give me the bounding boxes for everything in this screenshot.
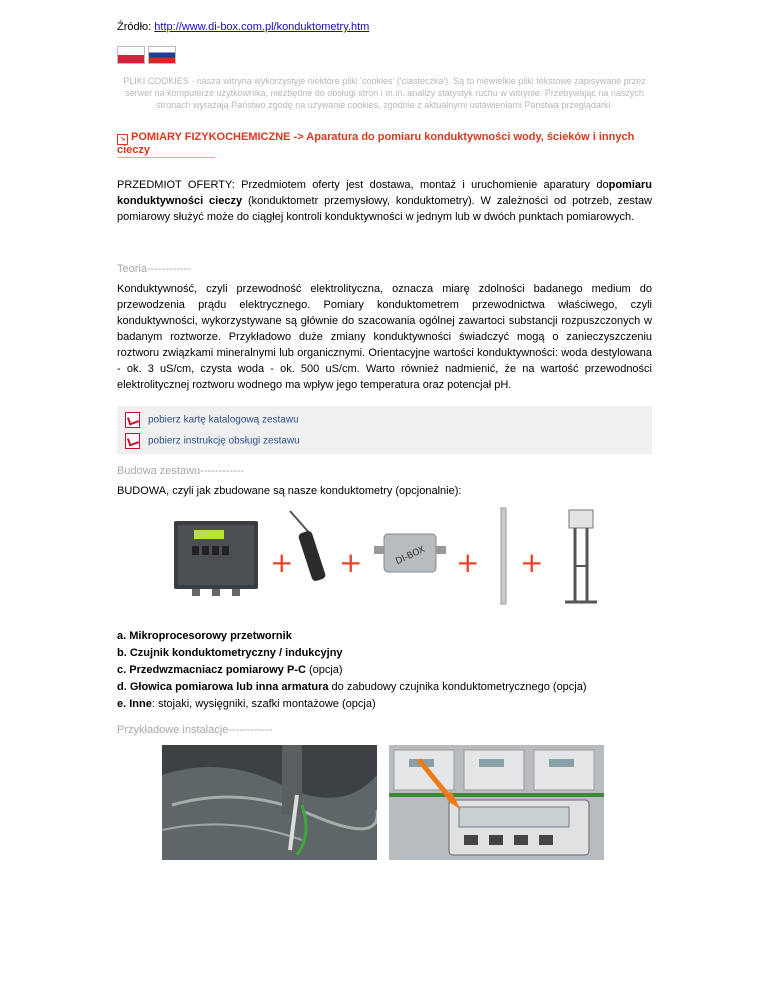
source-line bbox=[117, 21, 369, 33]
cookies-notice: PLIKI COOKIES - nasza witryna wykorzystyje niektóre pliki 'cookies' ('ciasteczka'). Są to niewielkie pliki tekstowe zapisywane przez serwer na komputerze użytkownika, niezbędne do obsługi stron i m.in. analizy statystyk ruchu w witrynie. Przebywając na naszych stronach wyrażają Państwo zgodę na używanie cookies, zgodnie z aktualnymi ustawieniami Państwa przeglądarki. bbox=[123, 76, 646, 110]
offer-text-bold: pomiaru konduktywności cieczy bbox=[117, 179, 652, 207]
offer-text-2: (konduktometr przemysłowy, konduktometry). W zależności od potrzeb, zestaw pomiarowy służyć może do ciągłej kontroli konduktywności w jednym lub w dwóch punktach pomiarowych. bbox=[117, 195, 653, 223]
offer-paragraph bbox=[117, 177, 652, 225]
list-item: b. Czujnik konduktometryczny / indukcyjny bbox=[117, 647, 343, 659]
svg-text:DI-BOX: DI-BOX bbox=[394, 544, 427, 568]
probe-holder-image bbox=[501, 508, 506, 604]
sensor-image bbox=[290, 511, 326, 582]
source-label: Źródło: bbox=[117, 21, 155, 33]
polish-flag[interactable] bbox=[117, 46, 145, 64]
list-item: d. Głowica pomiarowa lub inna armatura do zabudowy czujnika konduktometrycznego (opcja) bbox=[117, 681, 587, 693]
arrow-square-icon: ↘ bbox=[117, 134, 128, 145]
device-components-image bbox=[172, 506, 572, 606]
budowa-title: Budowa zestawu------------ bbox=[117, 465, 245, 477]
source-link[interactable]: http://www.di-box.com.pl/konduktometry.htm bbox=[154, 21, 370, 33]
offer-text-1: PRZEDMIOT OFERTY: Przedmiotem oferty jest dostawa, montaż i uruchomienie aparatury do bbox=[117, 179, 609, 191]
downloads-box bbox=[117, 406, 652, 454]
download-manual-label: pobierz instrukcję obsługi zestawu bbox=[148, 435, 300, 447]
section-heading bbox=[117, 131, 652, 157]
stand-image bbox=[557, 506, 607, 606]
budowa-intro: BUDOWA, czyli jak zbudowane są nasze konduktometry (opcjonalnie): bbox=[117, 485, 462, 497]
download-manual-link[interactable] bbox=[125, 433, 300, 449]
installation-photo-2 bbox=[389, 745, 604, 860]
components-list bbox=[117, 628, 587, 713]
download-catalog-link[interactable] bbox=[125, 412, 299, 428]
list-item: e. Inne: stojaki, wysięgniki, szafki montażowe (opcja) bbox=[117, 698, 376, 710]
heading-underline bbox=[117, 157, 215, 158]
theory-title: Teoria------------ bbox=[117, 263, 191, 275]
plus-icon: + bbox=[456, 546, 480, 579]
preamplifier-image bbox=[374, 534, 446, 572]
language-flags bbox=[117, 46, 179, 64]
installations-title: Przykładowe instalacje------------ bbox=[117, 724, 273, 736]
heading-text: POMIARY FIZYKOCHEMICZNE -> Aparatura do pomiaru konduktywności wody, ścieków i innych cieczy bbox=[117, 131, 635, 156]
pdf-icon bbox=[125, 412, 140, 428]
transmitter-image bbox=[174, 521, 258, 596]
plus-icon: + bbox=[270, 546, 294, 579]
pdf-icon bbox=[125, 433, 140, 449]
theory-paragraph: Konduktywność, czyli przewodność elektrolityczna, oznacza miarę zdolności badanego medium do przewodzenia prądu elektrycznego. Pomiary konduktometrem przewodnictwa właściwego, czyli konduktywności, wykorzystywane są głównie do szacowania ogólnej zawartoci substancji rozpuszczonych w badanym roztworze. Przykładowo duże zmiany konduktywności świadczyć mogą o zanieczyszczeniu roztworu związkami mineralnymi lub organicznymi. Orientacyjne wartości konduktywności: woda destylowana - ok. 3 uS/cm, czysta woda - ok. 500 uS/cm. Warto również nadmienić, że na wartość przewodności elektrolitycznej roztworu wodnego ma wpływ jego temperatura oraz potencjał pH. bbox=[117, 283, 652, 391]
plus-icon: + bbox=[339, 546, 363, 579]
plus-icon: + bbox=[520, 546, 544, 579]
list-item: a. Mikroprocesorowy przetwornik bbox=[117, 630, 292, 642]
installation-photo-1 bbox=[162, 745, 377, 860]
download-catalog-label: pobierz kartę katalogową zestawu bbox=[148, 414, 299, 426]
list-item: c. Przedwzmacniacz pomiarowy P-C (opcja) bbox=[117, 664, 343, 676]
russian-flag[interactable] bbox=[148, 46, 176, 64]
